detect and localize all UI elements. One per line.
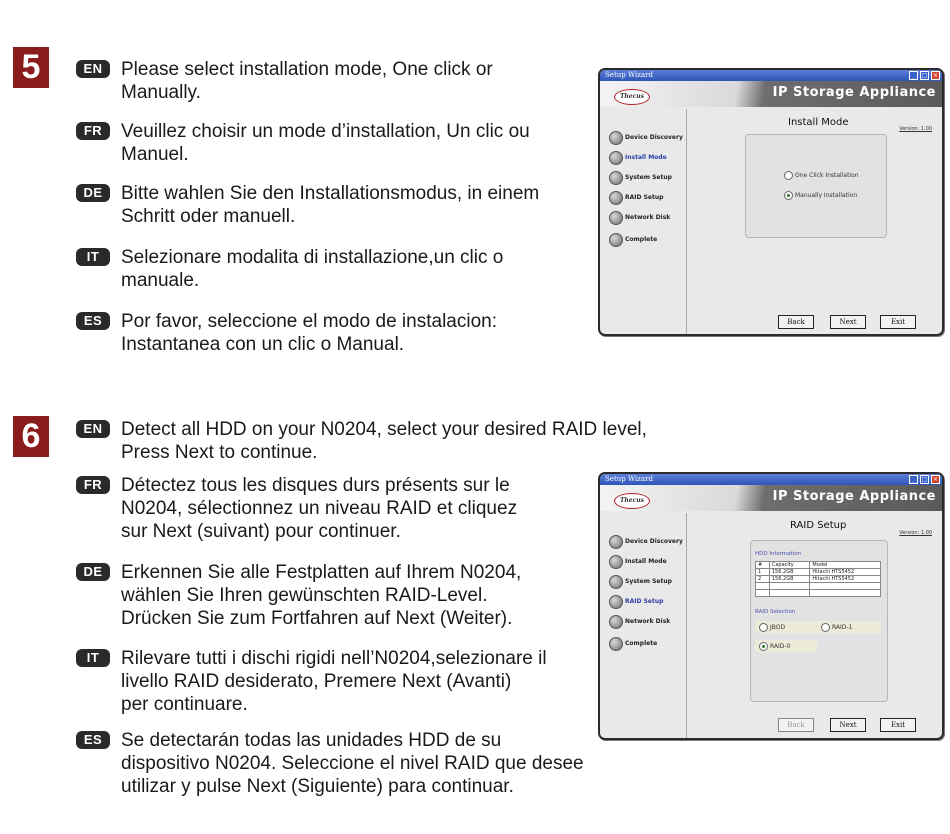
jbod-radio[interactable]: JBOD xyxy=(759,623,785,632)
raid-setup-box xyxy=(750,540,888,702)
lang-badge-en: EN xyxy=(76,420,110,438)
lang-badge-es: ES xyxy=(76,731,110,749)
window-titlebar: Setup Wizard _ □ × xyxy=(600,70,942,81)
manual-install-radio[interactable]: Manually Installation xyxy=(784,191,857,200)
exit-button[interactable]: Exit xyxy=(880,315,916,329)
nav-bullet-icon xyxy=(609,211,623,225)
nav-bullet-icon xyxy=(609,191,623,205)
pane-title: RAID Setup xyxy=(790,520,847,531)
lang-badge-de: DE xyxy=(76,184,110,202)
nav-bullet-icon xyxy=(609,151,623,165)
raid1-radio[interactable]: RAID-1 xyxy=(821,623,852,632)
nav-bullet-icon xyxy=(609,615,623,629)
nav-system-setup[interactable]: System Setup xyxy=(609,171,672,185)
nav-bullet-icon xyxy=(609,555,623,569)
nav-complete[interactable]: Complete xyxy=(609,233,657,247)
table-header: # Capacity Model xyxy=(756,562,881,569)
exit-button[interactable]: Exit xyxy=(880,718,916,732)
install-mode-window xyxy=(598,68,944,336)
step-5-number: 5 xyxy=(13,47,49,88)
nav-install-mode[interactable]: Install Mode xyxy=(609,151,667,165)
nav-bullet-icon xyxy=(609,131,623,145)
table-row xyxy=(756,590,881,597)
minimize-icon[interactable]: _ xyxy=(909,71,918,80)
nav-bullet-icon xyxy=(609,535,623,549)
raid-selection-label: RAID Selection xyxy=(755,609,796,615)
lang-badge-it: IT xyxy=(76,649,110,667)
nav-system-setup[interactable]: System Setup xyxy=(609,575,672,589)
next-button[interactable]: Next xyxy=(830,718,866,732)
header-banner xyxy=(600,485,942,511)
nav-bullet-icon xyxy=(609,171,623,185)
one-click-radio[interactable]: One Click Installation xyxy=(784,171,859,180)
nav-bullet-icon xyxy=(609,233,623,247)
close-icon[interactable]: × xyxy=(932,476,939,483)
lang-badge-en: EN xyxy=(76,60,110,78)
nav-install-mode[interactable]: Install Mode xyxy=(609,555,667,569)
nav-device-discovery[interactable]: Device Discovery xyxy=(609,535,683,549)
lang-badge-it: IT xyxy=(76,248,110,266)
maximize-icon[interactable]: □ xyxy=(921,72,928,79)
nav-raid-setup[interactable]: RAID Setup xyxy=(609,595,663,609)
nav-device-discovery[interactable]: Device Discovery xyxy=(609,131,683,145)
wizard-sidebar xyxy=(600,513,687,738)
close-icon[interactable]: × xyxy=(932,72,939,79)
lang-badge-fr: FR xyxy=(76,122,110,140)
hdd-table xyxy=(755,561,881,597)
window-titlebar: Setup Wizard _ □ × xyxy=(600,474,942,485)
wizard-sidebar xyxy=(600,109,687,334)
raid0-radio[interactable]: RAID-0 xyxy=(759,642,790,651)
nav-network-disk[interactable]: Network Disk xyxy=(609,211,670,225)
hdd-info-label: HDD Information xyxy=(755,551,802,557)
maximize-icon[interactable]: □ xyxy=(921,476,928,483)
raid-setup-window xyxy=(598,472,944,740)
nav-raid-setup[interactable]: RAID Setup xyxy=(609,191,663,205)
product-name: IP Storage Appliance xyxy=(772,85,936,100)
nav-bullet-icon xyxy=(609,595,623,609)
nav-bullet-icon xyxy=(609,637,623,651)
step-6-number: 6 xyxy=(13,416,49,457)
table-row[interactable]: 2 156.2GB Hitachi HTS5452 xyxy=(756,576,881,583)
lang-badge-fr: FR xyxy=(76,476,110,494)
back-button[interactable]: Back xyxy=(778,718,814,732)
version-link[interactable]: Version: 1.00 xyxy=(899,530,932,536)
header-banner xyxy=(600,81,942,107)
nav-complete[interactable]: Complete xyxy=(609,637,657,651)
thecus-logo: Thecus xyxy=(614,493,650,509)
nav-network-disk[interactable]: Network Disk xyxy=(609,615,670,629)
table-row xyxy=(756,583,881,590)
next-button[interactable]: Next xyxy=(830,315,866,329)
nav-bullet-icon xyxy=(609,575,623,589)
pane-title: Install Mode xyxy=(788,117,849,128)
lang-badge-es: ES xyxy=(76,312,110,330)
product-name: IP Storage Appliance xyxy=(772,489,936,504)
version-link[interactable]: Version: 1.00 xyxy=(899,126,932,132)
back-button[interactable]: Back xyxy=(778,315,814,329)
lang-badge-de: DE xyxy=(76,563,110,581)
install-mode-box xyxy=(745,134,887,238)
table-row[interactable]: 1 156.2GB Hitachi HTS5452 xyxy=(756,569,881,576)
minimize-icon[interactable]: _ xyxy=(909,475,918,484)
thecus-logo: Thecus xyxy=(614,89,650,105)
